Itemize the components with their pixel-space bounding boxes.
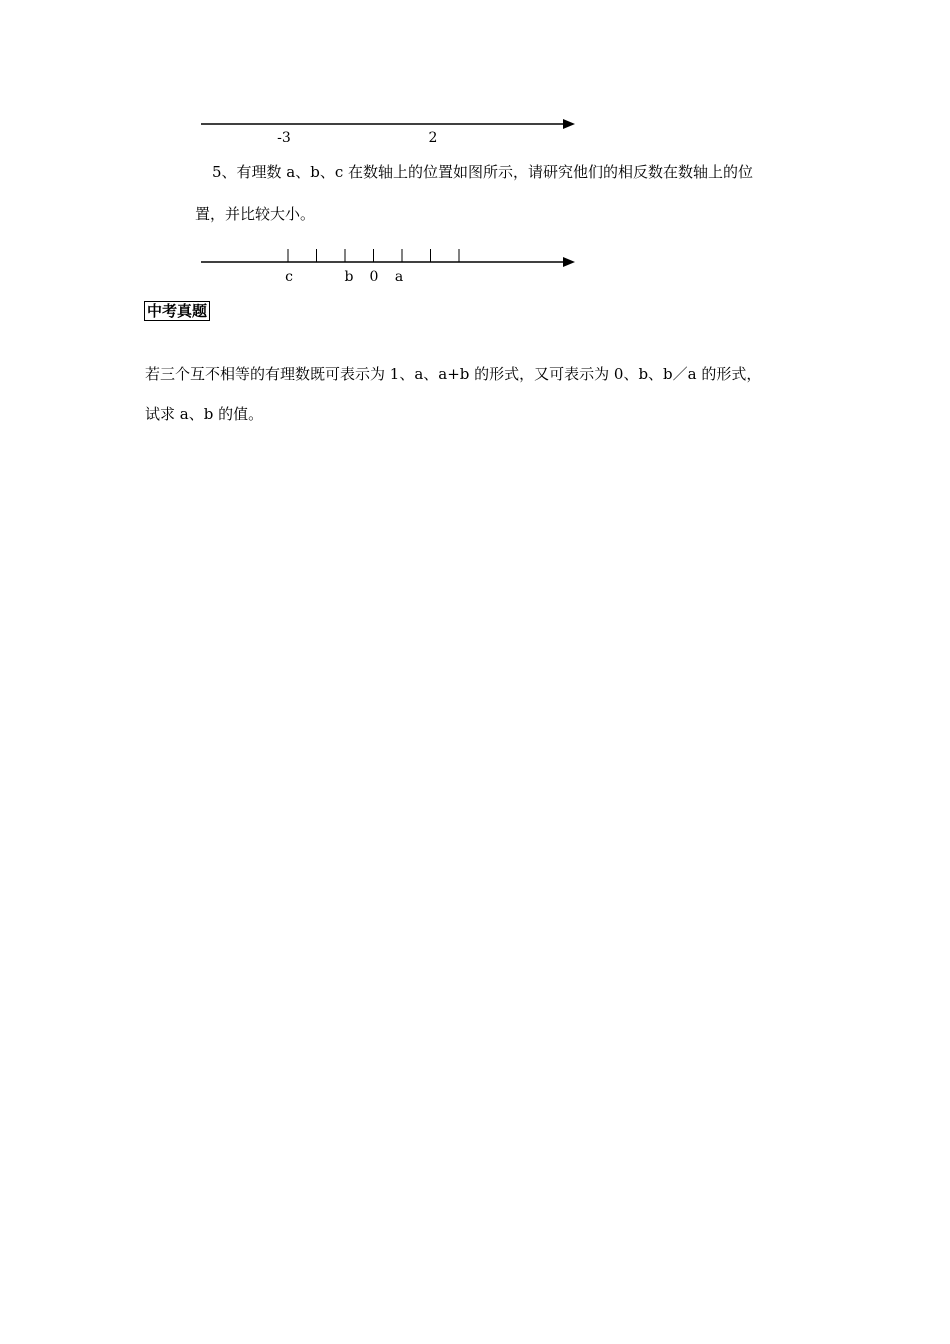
number-line-2-label-b: b [344, 269, 354, 285]
number-line-2 [195, 244, 585, 288]
number-line-1-label-2: 2 [428, 130, 438, 146]
section-title: 中考真题 [144, 301, 210, 321]
problem-6-line-2: 试求 a、b 的值。 [145, 405, 264, 423]
problem-5-line-1: 5、有理数 a、b、c 在数轴上的位置如图所示，请研究他们的相反数在数轴上的位 [212, 163, 754, 181]
number-line-1-arrow-icon [563, 119, 575, 129]
problem-5-line-2: 置，并比较大小。 [195, 205, 316, 223]
problem-6-line-1: 若三个互不相等的有理数既可表示为 1、a、a+b 的形式，又可表示为 0、b、b／a 的形式， [145, 365, 762, 383]
number-line-2-label-a: a [394, 269, 404, 285]
number-line-2-ticks [288, 249, 459, 262]
number-line-2-label-c: c [285, 269, 293, 285]
number-line-1-label-neg3: -3 [277, 130, 291, 146]
number-line-2-arrow-icon [563, 257, 575, 267]
number-line-1 [195, 112, 585, 152]
number-line-2-label-0: 0 [369, 269, 379, 285]
